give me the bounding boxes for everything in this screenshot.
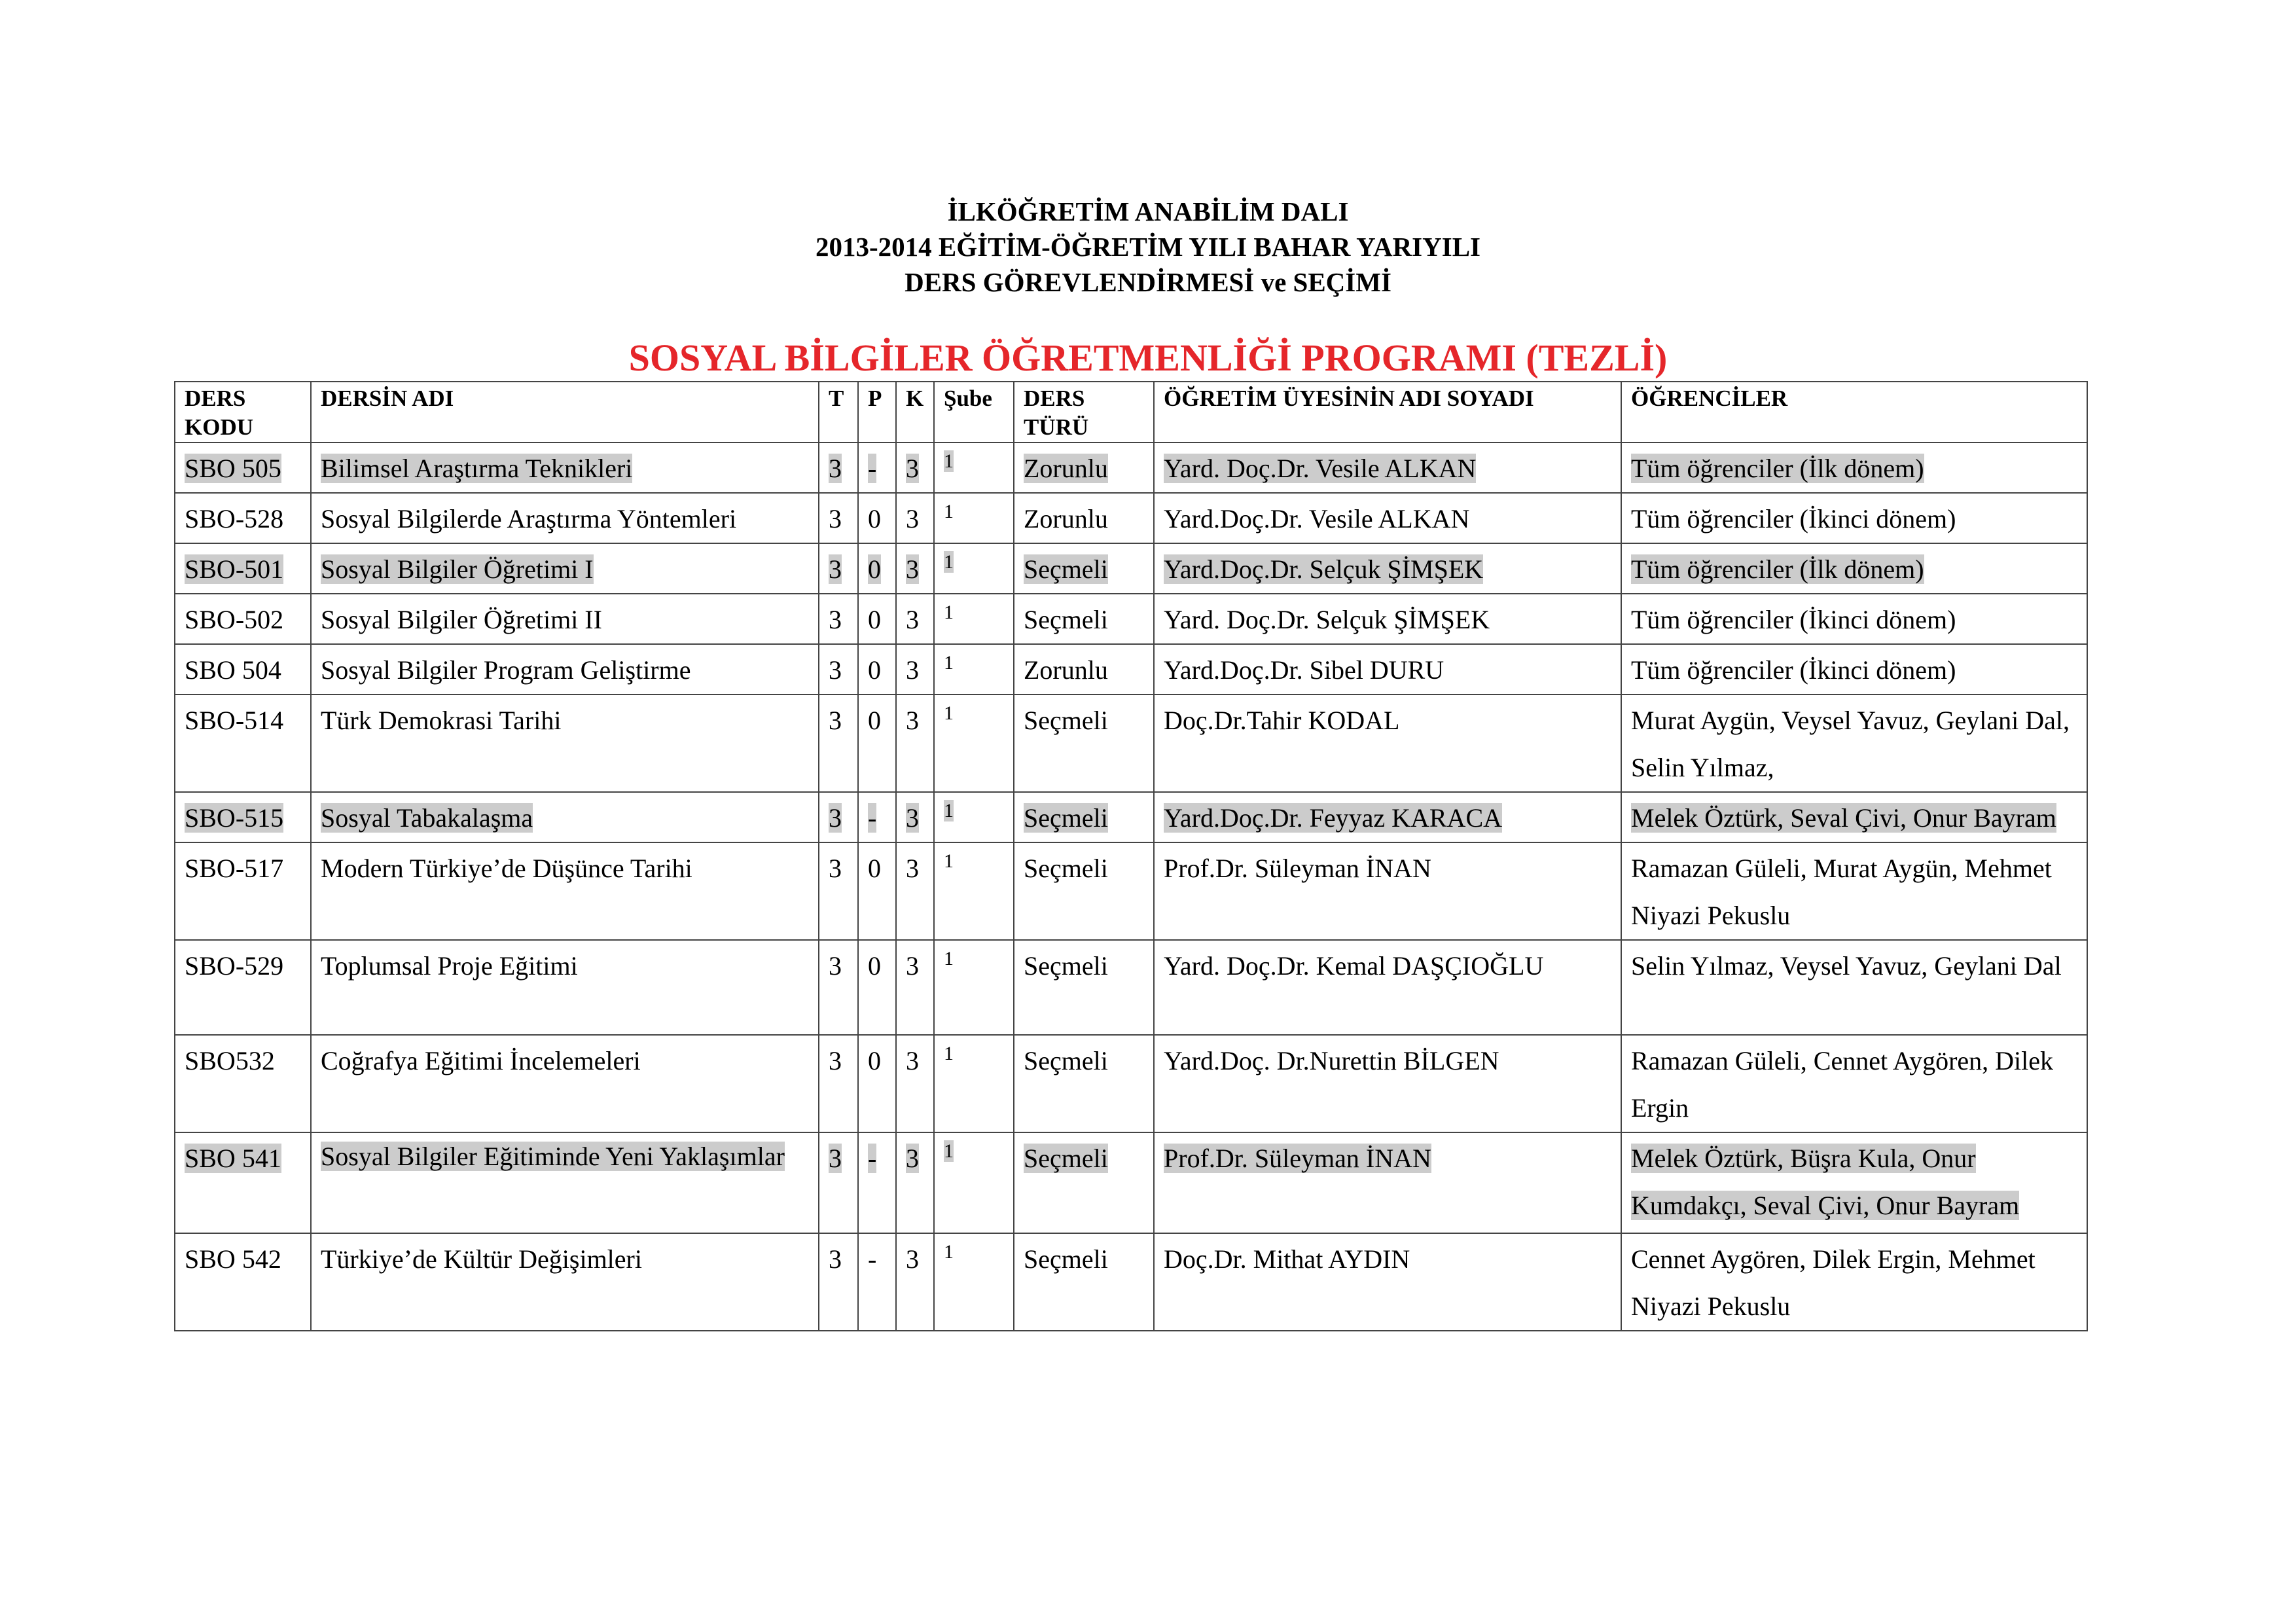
cell-instructor-text: Yard. Doç.Dr. Vesile ALKAN xyxy=(1164,454,1477,483)
cell-p-text: 0 xyxy=(868,554,881,584)
cell-instructor-text: Doç.Dr.Tahir KODAL xyxy=(1164,706,1400,735)
column-header-instructor: ÖĞRETİM ÜYESİNİN ADI SOYADI xyxy=(1154,382,1621,442)
cell-instructor xyxy=(1154,1132,1621,1233)
cell-p xyxy=(858,792,896,842)
cell-sube-text: 1 xyxy=(944,602,954,623)
cell-k-text: 3 xyxy=(906,1046,919,1075)
cell-k xyxy=(896,842,934,940)
cell-students xyxy=(1621,695,2087,792)
cell-code xyxy=(175,644,311,695)
cell-type xyxy=(1014,1035,1154,1132)
cell-t xyxy=(819,695,858,792)
cell-students-text: Tüm öğrenciler (İkinci dönem) xyxy=(1631,655,1956,685)
cell-t xyxy=(819,940,858,1035)
cell-sube xyxy=(934,493,1014,543)
cell-code-text: SBO 541 xyxy=(185,1144,281,1173)
cell-instructor xyxy=(1154,792,1621,842)
cell-code-text: SBO 504 xyxy=(185,655,281,685)
cell-type xyxy=(1014,792,1154,842)
cell-sube-text: 1 xyxy=(944,652,954,674)
cell-code-text: SBO-529 xyxy=(185,951,284,981)
cell-name xyxy=(311,543,819,594)
cell-k-text: 3 xyxy=(906,554,919,584)
cell-k-text: 3 xyxy=(906,605,919,634)
cell-type-text: Seçmeli xyxy=(1024,554,1108,584)
cell-students-text: Ramazan Güleli, Murat Aygün, Mehmet Niyazi Pekuslu xyxy=(1631,854,2052,930)
cell-sube xyxy=(934,543,1014,594)
cell-students xyxy=(1621,792,2087,842)
header-line-assignment: DERS GÖREVLENDİRMESİ ve SEÇİMİ xyxy=(905,267,1391,297)
cell-code-text: SBO-501 xyxy=(185,554,284,584)
cell-p-text: 0 xyxy=(868,655,881,685)
cell-students-text: Tüm öğrenciler (İkinci dönem) xyxy=(1631,605,1956,634)
table-row xyxy=(175,1233,2087,1331)
cell-name xyxy=(311,442,819,493)
cell-name xyxy=(311,842,819,940)
cell-p xyxy=(858,594,896,644)
column-header-sube: Şube xyxy=(934,382,1014,442)
table-row xyxy=(175,792,2087,842)
cell-type xyxy=(1014,695,1154,792)
cell-type xyxy=(1014,1233,1154,1331)
cell-t-text: 3 xyxy=(829,655,842,685)
cell-code xyxy=(175,442,311,493)
cell-sube xyxy=(934,594,1014,644)
cell-name-text: Sosyal Bilgiler Öğretimi I xyxy=(321,554,594,584)
cell-code-text: SBO 542 xyxy=(185,1244,281,1274)
cell-sube-text: 1 xyxy=(944,1241,954,1263)
cell-name-text: Sosyal Bilgiler Program Geliştirme xyxy=(321,655,691,685)
cell-k xyxy=(896,442,934,493)
cell-t-text: 3 xyxy=(829,803,842,833)
cell-name-text: Bilimsel Araştırma Teknikleri xyxy=(321,454,633,483)
cell-students-text: Tüm öğrenciler (İlk dönem) xyxy=(1631,554,1924,584)
cell-instructor-text: Doç.Dr. Mithat AYDIN xyxy=(1164,1244,1410,1274)
cell-p xyxy=(858,493,896,543)
cell-t xyxy=(819,1132,858,1233)
cell-k xyxy=(896,1035,934,1132)
table-row xyxy=(175,493,2087,543)
cell-students xyxy=(1621,940,2087,1035)
cell-name-text: Coğrafya Eğitimi İncelemeleri xyxy=(321,1046,641,1075)
cell-students-text: Selin Yılmaz, Veysel Yavuz, Geylani Dal xyxy=(1631,951,2062,981)
cell-t-text: 3 xyxy=(829,1046,842,1075)
cell-sube xyxy=(934,940,1014,1035)
cell-students-text: Tüm öğrenciler (İlk dönem) xyxy=(1631,454,1924,483)
cell-sube-text: 1 xyxy=(944,850,954,872)
column-header-p: P xyxy=(858,382,896,442)
cell-instructor-text: Yard.Doç.Dr. Vesile ALKAN xyxy=(1164,504,1470,533)
cell-students-text: Melek Öztürk, Seval Çivi, Onur Bayram xyxy=(1631,803,2056,833)
cell-k xyxy=(896,594,934,644)
cell-type-text: Zorunlu xyxy=(1024,504,1108,533)
cell-t xyxy=(819,594,858,644)
cell-code xyxy=(175,493,311,543)
cell-name xyxy=(311,644,819,695)
cell-code-text: SBO-502 xyxy=(185,605,284,634)
cell-students-text: Ramazan Güleli, Cennet Aygören, Dilek Ergin xyxy=(1631,1046,2054,1123)
cell-t xyxy=(819,1233,858,1331)
cell-t xyxy=(819,792,858,842)
cell-name-text: Sosyal Tabakalaşma xyxy=(321,803,533,833)
cell-students xyxy=(1621,442,2087,493)
cell-t-text: 3 xyxy=(829,1144,842,1173)
table-row xyxy=(175,842,2087,940)
cell-name-text: Sosyal Bilgiler Öğretimi II xyxy=(321,605,602,634)
cell-code xyxy=(175,1233,311,1331)
cell-code-text: SBO-528 xyxy=(185,504,284,533)
cell-instructor xyxy=(1154,940,1621,1035)
cell-students xyxy=(1621,644,2087,695)
cell-code xyxy=(175,842,311,940)
cell-instructor-text: Yard.Doç.Dr. Feyyaz KARACA xyxy=(1164,803,1503,833)
cell-sube-text: 1 xyxy=(944,1140,954,1162)
cell-name xyxy=(311,493,819,543)
cell-instructor xyxy=(1154,442,1621,493)
cell-type-text: Zorunlu xyxy=(1024,454,1108,483)
cell-k xyxy=(896,695,934,792)
table-row xyxy=(175,1132,2087,1233)
cell-k-text: 3 xyxy=(906,706,919,735)
cell-code-text: SBO-517 xyxy=(185,854,284,883)
cell-sube-text: 1 xyxy=(944,948,954,969)
cell-name xyxy=(311,1132,819,1233)
cell-code-text: SBO532 xyxy=(185,1046,275,1075)
cell-sube xyxy=(934,792,1014,842)
cell-sube-text: 1 xyxy=(944,702,954,724)
column-header-code: DERS KODU xyxy=(175,382,311,442)
cell-p-text: - xyxy=(868,1144,877,1173)
cell-p xyxy=(858,1233,896,1331)
cell-t-text: 3 xyxy=(829,706,842,735)
cell-instructor xyxy=(1154,1233,1621,1331)
header-line-department: İLKÖĞRETİM ANABİLİM DALI xyxy=(947,196,1349,226)
cell-sube xyxy=(934,842,1014,940)
cell-type-text: Seçmeli xyxy=(1024,803,1108,833)
cell-p xyxy=(858,1132,896,1233)
cell-k xyxy=(896,1132,934,1233)
cell-instructor-text: Yard.Doç. Dr.Nurettin BİLGEN xyxy=(1164,1046,1499,1075)
cell-type xyxy=(1014,1132,1154,1233)
table-row xyxy=(175,695,2087,792)
table-row xyxy=(175,594,2087,644)
cell-t-text: 3 xyxy=(829,1244,842,1274)
cell-instructor xyxy=(1154,644,1621,695)
cell-students-text: Cennet Aygören, Dilek Ergin, Mehmet Niyazi Pekuslu xyxy=(1631,1244,2036,1321)
cell-name xyxy=(311,594,819,644)
cell-k xyxy=(896,1233,934,1331)
cell-code xyxy=(175,543,311,594)
cell-p xyxy=(858,442,896,493)
cell-type xyxy=(1014,940,1154,1035)
cell-type-text: Seçmeli xyxy=(1024,1144,1108,1173)
cell-k-text: 3 xyxy=(906,803,919,833)
cell-k-text: 3 xyxy=(906,1244,919,1274)
cell-code-text: SBO-514 xyxy=(185,706,284,735)
cell-t-text: 3 xyxy=(829,951,842,981)
cell-type xyxy=(1014,493,1154,543)
cell-instructor-text: Yard. Doç.Dr. Selçuk ŞİMŞEK xyxy=(1164,605,1490,634)
cell-k xyxy=(896,644,934,695)
cell-p xyxy=(858,1035,896,1132)
cell-t xyxy=(819,493,858,543)
cell-code xyxy=(175,792,311,842)
cell-k-text: 3 xyxy=(906,504,919,533)
cell-t-text: 3 xyxy=(829,854,842,883)
cell-name-text: Türkiye’de Kültür Değişimleri xyxy=(321,1244,642,1274)
cell-p xyxy=(858,842,896,940)
cell-p-text: 0 xyxy=(868,1046,881,1075)
cell-k-text: 3 xyxy=(906,655,919,685)
cell-p-text: - xyxy=(868,803,877,833)
cell-k xyxy=(896,493,934,543)
cell-students xyxy=(1621,1233,2087,1331)
cell-name-text: Sosyal Bilgilerde Araştırma Yöntemleri xyxy=(321,504,737,533)
cell-type xyxy=(1014,442,1154,493)
cell-instructor xyxy=(1154,543,1621,594)
cell-t-text: 3 xyxy=(829,504,842,533)
cell-sube xyxy=(934,695,1014,792)
cell-students xyxy=(1621,842,2087,940)
table-row xyxy=(175,442,2087,493)
cell-p xyxy=(858,543,896,594)
cell-instructor-text: Yard.Doç.Dr. Sibel DURU xyxy=(1164,655,1444,685)
cell-p xyxy=(858,940,896,1035)
table-row xyxy=(175,940,2087,1035)
cell-sube-text: 1 xyxy=(944,501,954,522)
cell-instructor xyxy=(1154,842,1621,940)
cell-code xyxy=(175,594,311,644)
cell-name xyxy=(311,940,819,1035)
cell-type xyxy=(1014,644,1154,695)
cell-instructor xyxy=(1154,1035,1621,1132)
cell-sube-text: 1 xyxy=(944,450,954,472)
course-table xyxy=(174,381,2088,1331)
cell-instructor xyxy=(1154,594,1621,644)
cell-code-text: SBO 505 xyxy=(185,454,281,483)
cell-type xyxy=(1014,594,1154,644)
column-header-students: ÖĞRENCİLER xyxy=(1621,382,2087,442)
cell-p-text: 0 xyxy=(868,951,881,981)
table-row xyxy=(175,644,2087,695)
cell-name xyxy=(311,1233,819,1331)
cell-type xyxy=(1014,842,1154,940)
cell-students xyxy=(1621,594,2087,644)
cell-t xyxy=(819,1035,858,1132)
cell-t xyxy=(819,543,858,594)
cell-p-text: 0 xyxy=(868,854,881,883)
program-title: SOSYAL BİLGİLER ÖĞRETMENLİĞİ PROGRAMI (TEZLİ) xyxy=(628,336,1668,379)
cell-type-text: Seçmeli xyxy=(1024,1244,1108,1274)
cell-sube-text: 1 xyxy=(944,551,954,573)
cell-type-text: Seçmeli xyxy=(1024,951,1108,981)
cell-p-text: - xyxy=(868,454,877,483)
table-row xyxy=(175,543,2087,594)
table-header-row xyxy=(175,382,2087,442)
cell-sube-text: 1 xyxy=(944,800,954,821)
cell-students xyxy=(1621,1132,2087,1233)
cell-code-text: SBO-515 xyxy=(185,803,284,833)
cell-students-text: Melek Öztürk, Büşra Kula, Onur Kumdakçı, Seval Çivi, Onur Bayram xyxy=(1631,1144,2020,1220)
cell-students xyxy=(1621,1035,2087,1132)
cell-k xyxy=(896,792,934,842)
cell-t xyxy=(819,842,858,940)
cell-name-text: Toplumsal Proje Eğitimi xyxy=(321,951,578,981)
cell-t-text: 3 xyxy=(829,554,842,584)
cell-sube xyxy=(934,1132,1014,1233)
cell-sube-text: 1 xyxy=(944,1043,954,1064)
cell-code xyxy=(175,1035,311,1132)
cell-k-text: 3 xyxy=(906,951,919,981)
cell-name-text: Türk Demokrasi Tarihi xyxy=(321,706,562,735)
cell-students xyxy=(1621,543,2087,594)
cell-p xyxy=(858,695,896,792)
cell-name xyxy=(311,1035,819,1132)
cell-students xyxy=(1621,493,2087,543)
cell-t xyxy=(819,644,858,695)
cell-k xyxy=(896,940,934,1035)
column-header-k: K xyxy=(896,382,934,442)
cell-type-text: Seçmeli xyxy=(1024,1046,1108,1075)
document-header xyxy=(0,194,2296,300)
cell-name-text: Sosyal Bilgiler Eğitiminde Yeni Yaklaşımlar xyxy=(321,1142,785,1171)
cell-instructor xyxy=(1154,695,1621,792)
cell-instructor-text: Prof.Dr. Süleyman İNAN xyxy=(1164,854,1431,883)
cell-code xyxy=(175,1132,311,1233)
cell-p-text: 0 xyxy=(868,504,881,533)
cell-code xyxy=(175,940,311,1035)
cell-instructor-text: Yard. Doç.Dr. Kemal DAŞÇIOĞLU xyxy=(1164,951,1544,981)
column-header-name: DERSİN ADI xyxy=(311,382,819,442)
cell-type-text: Seçmeli xyxy=(1024,706,1108,735)
cell-k-text: 3 xyxy=(906,854,919,883)
cell-type-text: Zorunlu xyxy=(1024,655,1108,685)
cell-name xyxy=(311,792,819,842)
cell-instructor xyxy=(1154,493,1621,543)
cell-sube xyxy=(934,644,1014,695)
cell-type xyxy=(1014,543,1154,594)
cell-k xyxy=(896,543,934,594)
course-rows xyxy=(175,442,2087,1331)
cell-p xyxy=(858,644,896,695)
cell-type-text: Seçmeli xyxy=(1024,854,1108,883)
cell-instructor-text: Prof.Dr. Süleyman İNAN xyxy=(1164,1144,1431,1173)
cell-sube xyxy=(934,1035,1014,1132)
cell-k-text: 3 xyxy=(906,454,919,483)
column-header-t: T xyxy=(819,382,858,442)
header-line-semester: 2013-2014 EĞİTİM-ÖĞRETİM YILI BAHAR YARIYILI xyxy=(815,232,1480,262)
cell-sube xyxy=(934,442,1014,493)
cell-k-text: 3 xyxy=(906,1144,919,1173)
cell-name xyxy=(311,695,819,792)
cell-t-text: 3 xyxy=(829,605,842,634)
cell-p-text: 0 xyxy=(868,605,881,634)
table-row xyxy=(175,1035,2087,1132)
column-header-type: DERS TÜRÜ xyxy=(1014,382,1154,442)
cell-students-text: Tüm öğrenciler (İkinci dönem) xyxy=(1631,504,1956,533)
cell-instructor-text: Yard.Doç.Dr. Selçuk ŞİMŞEK xyxy=(1164,554,1484,584)
cell-p-text: - xyxy=(868,1244,877,1274)
cell-t xyxy=(819,442,858,493)
cell-name-text: Modern Türkiye’de Düşünce Tarihi xyxy=(321,854,692,883)
cell-students-text: Murat Aygün, Veysel Yavuz, Geylani Dal, Selin Yılmaz, xyxy=(1631,706,2070,782)
cell-t-text: 3 xyxy=(829,454,842,483)
cell-p-text: 0 xyxy=(868,706,881,735)
cell-sube xyxy=(934,1233,1014,1331)
cell-code xyxy=(175,695,311,792)
cell-type-text: Seçmeli xyxy=(1024,605,1108,634)
